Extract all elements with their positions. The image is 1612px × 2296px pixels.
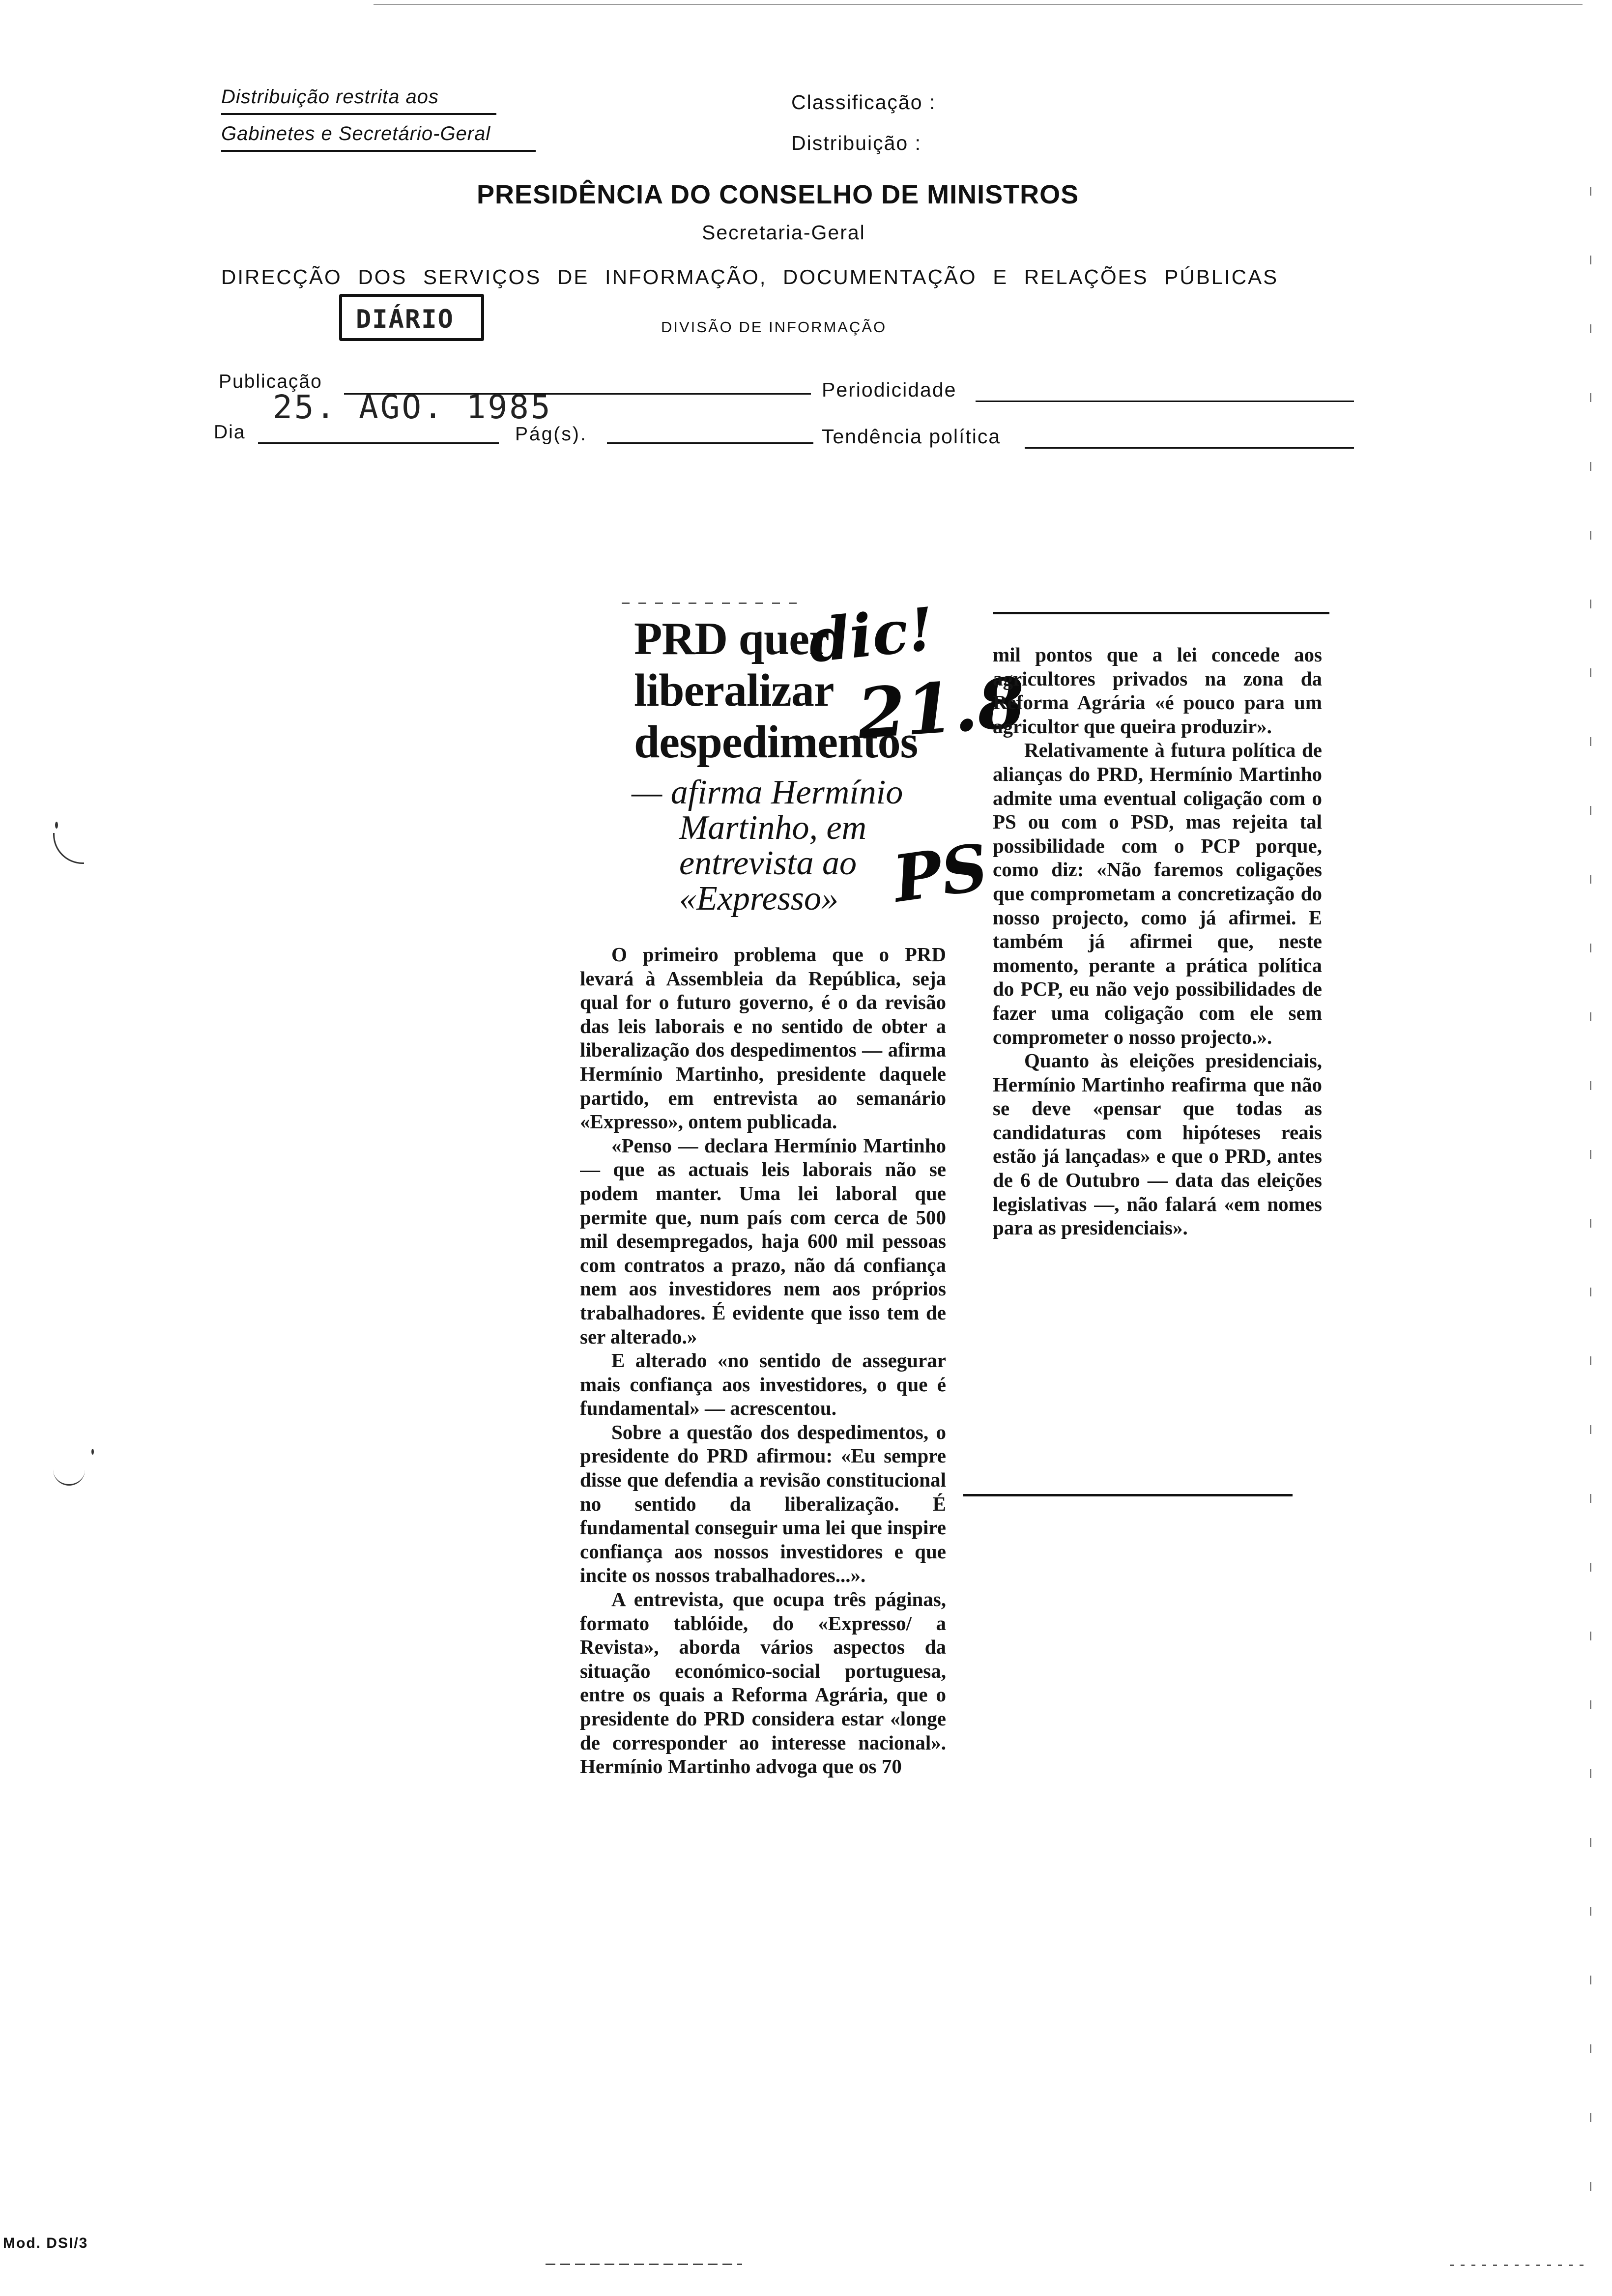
column2-paragraph-3: Quanto às eleições presidenciais, Hermínio Martinho reafirma que não se deve «pensar que todas as candidaturas com hipóteses reais estão já lançadas» e que o PRD, antes de 6 de Outubro — data das eleições legislativas —, não falará «em nomes para as presidenciais». (993, 1049, 1322, 1239)
clipping-top-rule (622, 603, 799, 604)
subhead-line4: «Expresso» (679, 880, 839, 918)
scan-bottom-edge (546, 2264, 742, 2265)
handwritten-note-party: PS (889, 829, 993, 917)
punch-mark-upper (53, 833, 84, 864)
column2-paragraph-1: mil pontos que a lei concede aos agricultores privados na zona da Reforma Agrária «é pouco para um agricultor que queira produzir». (993, 643, 1322, 738)
classification-label: Classificação : (791, 91, 936, 114)
handwritten-note-date: 21.8 (855, 662, 1028, 755)
column2-paragraph-2: Relativamente à futura política de alianças do PRD, Hermínio Martinho admite uma eventual coligação com o PS ou com o PSD, mas rejeita tal possibilidade com o PCP porque, como diz: «Não faremos coligações que comprometam a concretização do nosso projecto, como já afirmei. E também já afirmei que, neste momento, perante a prática política do PCP, eu não vejo possibilidades de fazer uma coligação com ele sem comprometer o nosso projecto.». (993, 739, 1322, 1048)
page-field-line (607, 442, 813, 444)
publication-stamp (339, 294, 484, 341)
speck (55, 822, 58, 829)
article-column-2 (993, 643, 1322, 1473)
subhead-line3: entrevista ao (679, 844, 857, 882)
org-title: PRESIDÊNCIA DO CONSELHO DE MINISTROS (477, 180, 1079, 209)
column1-paragraph-1: O primeiro problema que o PRD levará à Assembleia da República, seja qual for o futuro governo, é o da revisão das leis laborais e no sentido de obter a liberalização dos despedimentos — afirma Hermínio Martinho, presidente daquele partido, em entrevista ao semanário «Expresso», ontem publicada. (580, 943, 946, 1133)
tendency-label: Tendência política (822, 425, 1001, 448)
restricted-distribution-line1: Distribuição restrita aos (221, 86, 439, 108)
article-column-1 (580, 943, 946, 2181)
headline-line3: despedimentos (634, 717, 918, 768)
clipping-column2-top-rule (993, 612, 1329, 614)
periodicity-field-line (976, 401, 1354, 402)
periodicity-label: Periodicidade (822, 378, 957, 401)
right-edge-marks (1590, 187, 1591, 2251)
restricted-underline-2 (221, 150, 536, 152)
day-label: Dia (214, 422, 246, 443)
scan-top-edge (374, 4, 1583, 5)
scan-bottom-edge-right (1450, 2265, 1587, 2266)
column2-end-rule (963, 1494, 1293, 1496)
secretariat: Secretaria-Geral (702, 221, 865, 244)
form-code: Mod. DSI/3 (3, 2235, 88, 2251)
handwritten-note-top: dic! (805, 594, 937, 676)
column1-paragraph-3: E alterado «no sentido de assegurar mais confiança aos investidores, o que é fundamental» — acrescentou. (580, 1349, 946, 1420)
tendency-field-line (1025, 447, 1354, 449)
directorate: DIRECÇÃO DOS SERVIÇOS DE INFORMAÇÃO, DOCUMENTAÇÃO E RELAÇÕES PÚBLICAS (221, 265, 1279, 288)
day-field-line (258, 442, 499, 444)
distribution-label: Distribuição : (791, 132, 921, 154)
column1-paragraph-2: «Penso — declara Hermínio Martinho — que as actuais leis laborais não se podem manter. Uma lei laboral que permite que, num país com cerca de 500 mil desempregados, haja 600 mil pessoas com contratos a prazo, não dá confiança nem aos investidores nem aos próprios trabalhadores. É evidente que isso tem de ser alterado.» (580, 1134, 946, 1348)
punch-mark-lower (53, 1457, 85, 1486)
speck (91, 1449, 94, 1455)
column1-paragraph-5: A entrevista, que ocupa três páginas, formato tablóide, do «Expresso/ a Revista», aborda vários aspectos da situação económico-social portuguesa, entre os quais a Reforma Agrária, que o presidente do PRD considera estar «longe de corresponder ao interesse nacional». Hermínio Martinho advoga que os 70 (580, 1588, 946, 1778)
headline-line2: liberalizar (634, 665, 834, 716)
headline-line1: PRD quer (634, 613, 829, 664)
restricted-distribution-line2: Gabinetes e Secretário-Geral (221, 123, 491, 144)
publication-label: Publicação (219, 371, 322, 392)
page-label: Pág(s). (515, 424, 587, 445)
date-stamp: 25. AGO. 1985 (273, 388, 552, 426)
restricted-underline-1 (221, 113, 496, 115)
subhead-line1: — afirma Hermínio (632, 774, 903, 811)
division: DIVISÃO DE INFORMAÇÃO (661, 318, 887, 336)
publication-stamp-text: DIÁRIO (356, 305, 454, 334)
subhead-line2: Martinho, em (679, 809, 867, 847)
column1-paragraph-4: Sobre a questão dos despedimentos, o presidente do PRD afirmou: «Eu sempre disse que defendia a revisão constitucional no sentido da liberalização. É fundamental conseguir uma lei que inspire confiança aos nossos investidores e que incite os nossos trabalhadores...». (580, 1420, 946, 1587)
